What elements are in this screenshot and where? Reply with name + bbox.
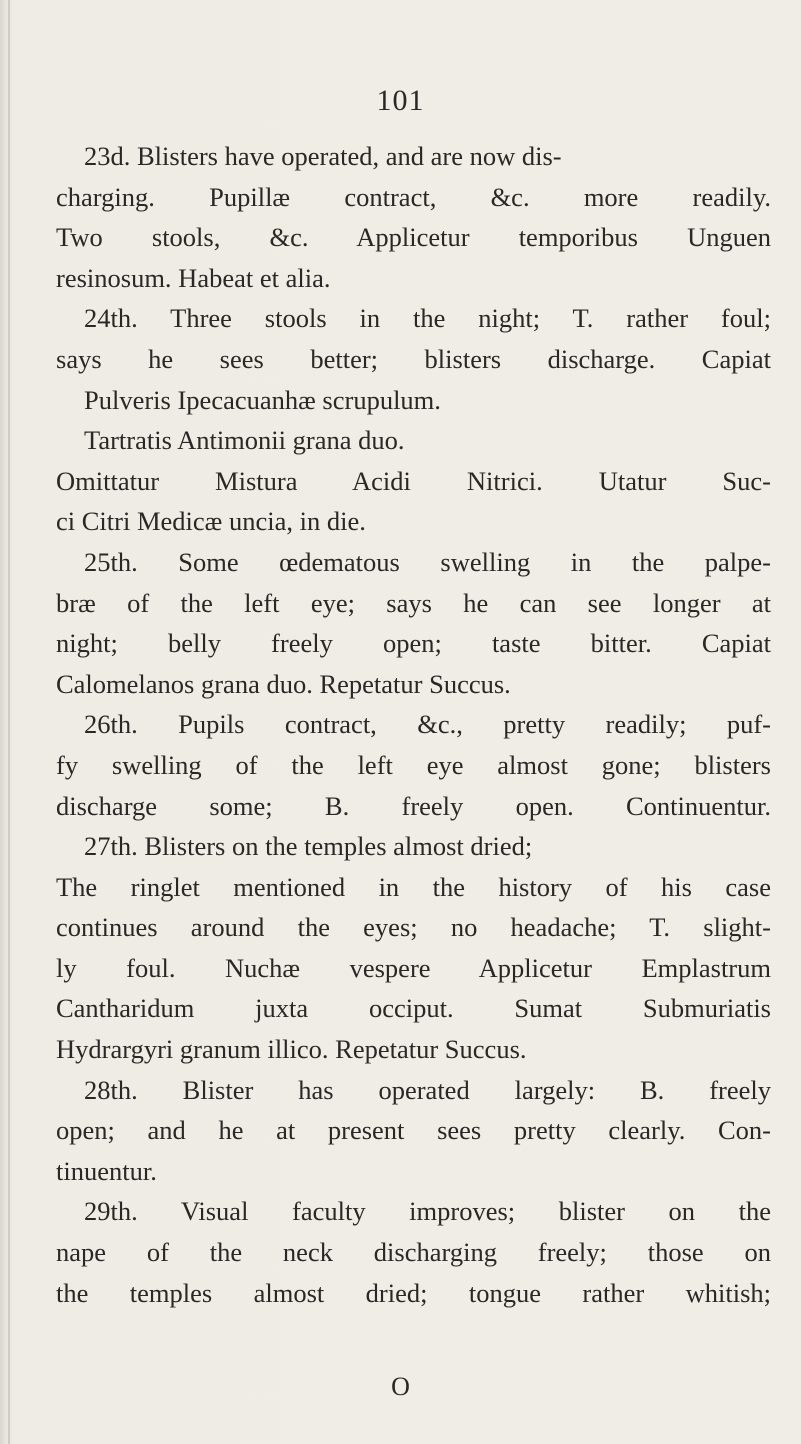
text-line: Omittatur Mistura Acidi Nitrici. Utatur Suc- [56, 465, 771, 496]
text-line: tinuentur. [56, 1155, 157, 1186]
text-line: nape of the neck discharging freely; those on [56, 1237, 771, 1268]
text-line: fy swelling of the left eye almost gone; blisters [56, 749, 771, 780]
text-line: open; and he at present sees pretty clearly. Con- [56, 1115, 771, 1146]
text-line: resinosum. Habeat et alia. [56, 262, 331, 293]
page-body-text [56, 136, 771, 1313]
text-line: 28th. Blister has operated largely: B. freely [84, 1074, 771, 1105]
text-line: ly foul. Nuchæ vespere Applicetur Emplastrum [56, 952, 771, 983]
text-line: Calomelanos grana duo. Repetatur Succus. [56, 668, 511, 699]
text-line: continues around the eyes; no headache; T. slight- [56, 912, 771, 943]
text-line: ci Citri Medicæ uncia, in die. [56, 506, 366, 537]
binding-gutter [8, 0, 10, 1444]
text-line: Cantharidum juxta occiput. Sumat Submuriatis [56, 993, 771, 1024]
signature-mark: O [391, 1372, 410, 1401]
text-line: Hydrargyri granum illico. Repetatur Succus. [56, 1034, 527, 1065]
text-line: Two stools, &c. Applicetur temporibus Unguen [56, 222, 771, 253]
text-line: night; belly freely open; taste bitter. Capiat [56, 628, 771, 659]
page-number: 101 [376, 84, 425, 117]
text-line: 24th. Three stools in the night; T. rather foul; [84, 303, 771, 334]
text-line: bræ of the left eye; says he can see longer at [56, 587, 771, 618]
text-line: 29th. Visual faculty improves; blister on the [84, 1196, 771, 1227]
text-line: 25th. Some œdematous swelling in the palpe- [84, 546, 771, 577]
text-line: discharge some; B. freely open. Continuentur. [56, 790, 771, 821]
text-line: 26th. Pupils contract, &c., pretty readily; puf- [84, 709, 771, 740]
text-line: The ringlet mentioned in the history of his case [56, 871, 771, 902]
text-line: charging. Pupillæ contract, &c. more readily. [56, 181, 771, 212]
text-line: 23d. Blisters have operated, and are now dis- [84, 141, 562, 171]
text-line: the temples almost dried; tongue rather whitish; [56, 1277, 771, 1308]
text-line: says he sees better; blisters discharge. Capiat [56, 343, 771, 374]
text-line: 27th. Blisters on the temples almost dried; [84, 831, 533, 862]
text-line: Pulveris Ipecacuanhæ scrupulum. [84, 384, 441, 415]
text-line: Tartratis Antimonii grana duo. [84, 425, 405, 456]
